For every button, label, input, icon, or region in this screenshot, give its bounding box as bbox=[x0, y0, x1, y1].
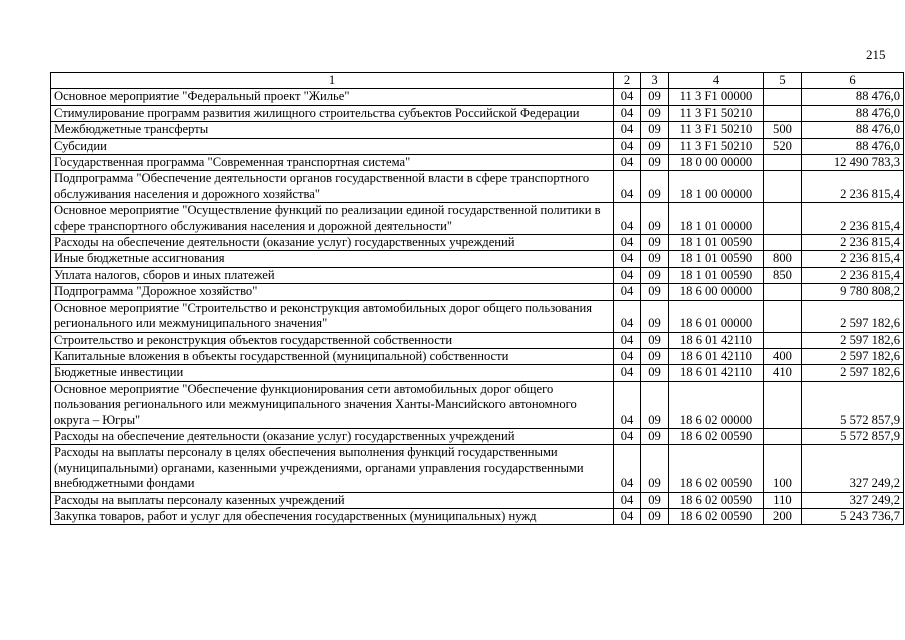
row-subsection-cell: 09 bbox=[641, 267, 669, 283]
row-name-cell: Капитальные вложения в объекты государственной (муниципальной) собственности bbox=[51, 348, 614, 364]
table-row bbox=[51, 365, 904, 381]
row-name-cell: Основное мероприятие "Строительство и реконструкция автомобильных дорог общего пользования регионального или межмуниципального значения" bbox=[51, 300, 614, 332]
row-expense-type-cell: 850 bbox=[764, 267, 802, 283]
row-subsection-cell: 09 bbox=[641, 284, 669, 300]
row-name-cell: Расходы на обеспечение деятельности (оказание услуг) государственных учреждений bbox=[51, 235, 614, 251]
row-section-cell: 04 bbox=[614, 445, 641, 492]
row-name-cell: Подпрограмма "Обеспечение деятельности органов государственной власти в сфере транспортного обслуживания населения и дорожного хозяйства" bbox=[51, 171, 614, 203]
header-cell-4: 4 bbox=[669, 73, 764, 89]
row-amount-cell: 2 236 815,4 bbox=[802, 171, 904, 203]
row-expense-type-cell bbox=[764, 155, 802, 171]
row-section-cell: 04 bbox=[614, 155, 641, 171]
table-row bbox=[51, 235, 904, 251]
row-amount-cell: 2 236 815,4 bbox=[802, 267, 904, 283]
table-row bbox=[51, 284, 904, 300]
row-target-article-cell: 18 6 01 42110 bbox=[669, 332, 764, 348]
row-target-article-cell: 18 6 02 00590 bbox=[669, 445, 764, 492]
row-amount-cell: 327 249,2 bbox=[802, 445, 904, 492]
header-cell-2: 2 bbox=[614, 73, 641, 89]
row-amount-cell: 2 236 815,4 bbox=[802, 251, 904, 267]
row-subsection-cell: 09 bbox=[641, 445, 669, 492]
row-expense-type-cell: 110 bbox=[764, 492, 802, 508]
budget-table-body bbox=[51, 73, 904, 525]
budget-table bbox=[50, 72, 904, 525]
row-expense-type-cell bbox=[764, 105, 802, 121]
table-row bbox=[51, 171, 904, 203]
table-row bbox=[51, 89, 904, 105]
table-row bbox=[51, 508, 904, 524]
page-number: 215 bbox=[866, 47, 886, 62]
row-target-article-cell: 18 6 02 00000 bbox=[669, 381, 764, 428]
row-expense-type-cell bbox=[764, 428, 802, 444]
row-subsection-cell: 09 bbox=[641, 381, 669, 428]
row-subsection-cell: 09 bbox=[641, 138, 669, 154]
row-subsection-cell: 09 bbox=[641, 332, 669, 348]
table-row bbox=[51, 203, 904, 235]
row-subsection-cell: 09 bbox=[641, 508, 669, 524]
row-expense-type-cell bbox=[764, 300, 802, 332]
row-expense-type-cell bbox=[764, 89, 802, 105]
row-expense-type-cell: 100 bbox=[764, 445, 802, 492]
row-target-article-cell: 18 6 02 00590 bbox=[669, 428, 764, 444]
row-section-cell: 04 bbox=[614, 122, 641, 138]
row-target-article-cell: 18 6 02 00590 bbox=[669, 492, 764, 508]
row-section-cell: 04 bbox=[614, 267, 641, 283]
table-row bbox=[51, 381, 904, 428]
row-subsection-cell: 09 bbox=[641, 105, 669, 121]
row-subsection-cell: 09 bbox=[641, 492, 669, 508]
row-target-article-cell: 18 0 00 00000 bbox=[669, 155, 764, 171]
row-name-cell: Уплата налогов, сборов и иных платежей bbox=[51, 267, 614, 283]
row-expense-type-cell: 500 bbox=[764, 122, 802, 138]
row-subsection-cell: 09 bbox=[641, 171, 669, 203]
row-expense-type-cell bbox=[764, 381, 802, 428]
row-amount-cell: 327 249,2 bbox=[802, 492, 904, 508]
row-target-article-cell: 11 3 F1 00000 bbox=[669, 89, 764, 105]
row-target-article-cell: 18 6 01 42110 bbox=[669, 365, 764, 381]
row-section-cell: 04 bbox=[614, 348, 641, 364]
row-section-cell: 04 bbox=[614, 138, 641, 154]
row-section-cell: 04 bbox=[614, 381, 641, 428]
row-name-cell: Строительство и реконструкция объектов государственной собственности bbox=[51, 332, 614, 348]
row-amount-cell: 2 597 182,6 bbox=[802, 300, 904, 332]
table-row bbox=[51, 267, 904, 283]
row-section-cell: 04 bbox=[614, 251, 641, 267]
row-expense-type-cell bbox=[764, 171, 802, 203]
row-subsection-cell: 09 bbox=[641, 365, 669, 381]
row-expense-type-cell bbox=[764, 332, 802, 348]
row-target-article-cell: 18 1 01 00000 bbox=[669, 203, 764, 235]
row-subsection-cell: 09 bbox=[641, 235, 669, 251]
row-section-cell: 04 bbox=[614, 235, 641, 251]
table-row bbox=[51, 155, 904, 171]
table-row bbox=[51, 251, 904, 267]
table-row bbox=[51, 138, 904, 154]
row-subsection-cell: 09 bbox=[641, 428, 669, 444]
header-cell-6: 6 bbox=[802, 73, 904, 89]
row-amount-cell: 2 597 182,6 bbox=[802, 365, 904, 381]
row-section-cell: 04 bbox=[614, 428, 641, 444]
header-cell-5: 5 bbox=[764, 73, 802, 89]
table-row bbox=[51, 445, 904, 492]
row-expense-type-cell bbox=[764, 203, 802, 235]
row-name-cell: Основное мероприятие "Федеральный проект "Жилье" bbox=[51, 89, 614, 105]
row-target-article-cell: 18 6 00 00000 bbox=[669, 284, 764, 300]
row-subsection-cell: 09 bbox=[641, 300, 669, 332]
row-subsection-cell: 09 bbox=[641, 122, 669, 138]
row-target-article-cell: 18 6 01 42110 bbox=[669, 348, 764, 364]
row-target-article-cell: 18 1 00 00000 bbox=[669, 171, 764, 203]
row-name-cell: Стимулирование программ развития жилищного строительства субъектов Российской Федерации bbox=[51, 105, 614, 121]
header-cell-1: 1 bbox=[51, 73, 614, 89]
row-name-cell: Основное мероприятие "Обеспечение функционирования сети автомобильных дорог общего пользования регионального или межмуниципального значения Ханты-Мансийского автономного округа – Югры" bbox=[51, 381, 614, 428]
table-row bbox=[51, 492, 904, 508]
row-subsection-cell: 09 bbox=[641, 348, 669, 364]
table-row bbox=[51, 332, 904, 348]
row-expense-type-cell: 520 bbox=[764, 138, 802, 154]
row-amount-cell: 12 490 783,3 bbox=[802, 155, 904, 171]
row-subsection-cell: 09 bbox=[641, 251, 669, 267]
row-subsection-cell: 09 bbox=[641, 89, 669, 105]
row-name-cell: Расходы на обеспечение деятельности (оказание услуг) государственных учреждений bbox=[51, 428, 614, 444]
row-amount-cell: 2 597 182,6 bbox=[802, 348, 904, 364]
row-target-article-cell: 11 3 F1 50210 bbox=[669, 138, 764, 154]
row-amount-cell: 88 476,0 bbox=[802, 105, 904, 121]
row-name-cell: Субсидии bbox=[51, 138, 614, 154]
row-amount-cell: 88 476,0 bbox=[802, 89, 904, 105]
row-expense-type-cell bbox=[764, 235, 802, 251]
row-amount-cell: 5 243 736,7 bbox=[802, 508, 904, 524]
row-expense-type-cell: 200 bbox=[764, 508, 802, 524]
table-row bbox=[51, 300, 904, 332]
row-amount-cell: 5 572 857,9 bbox=[802, 381, 904, 428]
row-name-cell: Расходы на выплаты персоналу казенных учреждений bbox=[51, 492, 614, 508]
row-target-article-cell: 18 6 01 00000 bbox=[669, 300, 764, 332]
row-target-article-cell: 18 1 01 00590 bbox=[669, 251, 764, 267]
row-section-cell: 04 bbox=[614, 284, 641, 300]
row-name-cell: Межбюджетные трансферты bbox=[51, 122, 614, 138]
row-name-cell: Иные бюджетные ассигнования bbox=[51, 251, 614, 267]
row-section-cell: 04 bbox=[614, 332, 641, 348]
row-amount-cell: 2 236 815,4 bbox=[802, 235, 904, 251]
row-section-cell: 04 bbox=[614, 492, 641, 508]
row-name-cell: Расходы на выплаты персоналу в целях обеспечения выполнения функций государственными (муниципальными) органами, казенными учреждениями, органами управления государственными внебюджетными фондами bbox=[51, 445, 614, 492]
table-row bbox=[51, 428, 904, 444]
row-target-article-cell: 18 1 01 00590 bbox=[669, 235, 764, 251]
row-amount-cell: 5 572 857,9 bbox=[802, 428, 904, 444]
row-expense-type-cell: 410 bbox=[764, 365, 802, 381]
row-section-cell: 04 bbox=[614, 203, 641, 235]
row-name-cell: Бюджетные инвестиции bbox=[51, 365, 614, 381]
table-row bbox=[51, 105, 904, 121]
table-header-row bbox=[51, 73, 904, 89]
row-amount-cell: 2 597 182,6 bbox=[802, 332, 904, 348]
row-amount-cell: 9 780 808,2 bbox=[802, 284, 904, 300]
row-target-article-cell: 11 3 F1 50210 bbox=[669, 105, 764, 121]
row-target-article-cell: 18 6 02 00590 bbox=[669, 508, 764, 524]
row-name-cell: Подпрограмма "Дорожное хозяйство" bbox=[51, 284, 614, 300]
row-name-cell: Основное мероприятие "Осуществление функций по реализации единой государственной политики в сфере транспортного обслуживания населения и дорожной деятельности" bbox=[51, 203, 614, 235]
row-subsection-cell: 09 bbox=[641, 155, 669, 171]
table-row bbox=[51, 348, 904, 364]
row-section-cell: 04 bbox=[614, 89, 641, 105]
row-amount-cell: 2 236 815,4 bbox=[802, 203, 904, 235]
header-cell-3: 3 bbox=[641, 73, 669, 89]
row-section-cell: 04 bbox=[614, 105, 641, 121]
row-expense-type-cell: 800 bbox=[764, 251, 802, 267]
row-name-cell: Закупка товаров, работ и услуг для обеспечения государственных (муниципальных) нужд bbox=[51, 508, 614, 524]
row-section-cell: 04 bbox=[614, 300, 641, 332]
row-name-cell: Государственная программа "Современная транспортная система" bbox=[51, 155, 614, 171]
row-section-cell: 04 bbox=[614, 365, 641, 381]
row-amount-cell: 88 476,0 bbox=[802, 138, 904, 154]
table-row bbox=[51, 122, 904, 138]
row-target-article-cell: 18 1 01 00590 bbox=[669, 267, 764, 283]
row-amount-cell: 88 476,0 bbox=[802, 122, 904, 138]
row-subsection-cell: 09 bbox=[641, 203, 669, 235]
row-section-cell: 04 bbox=[614, 171, 641, 203]
row-expense-type-cell: 400 bbox=[764, 348, 802, 364]
row-section-cell: 04 bbox=[614, 508, 641, 524]
row-target-article-cell: 11 3 F1 50210 bbox=[669, 122, 764, 138]
row-expense-type-cell bbox=[764, 284, 802, 300]
